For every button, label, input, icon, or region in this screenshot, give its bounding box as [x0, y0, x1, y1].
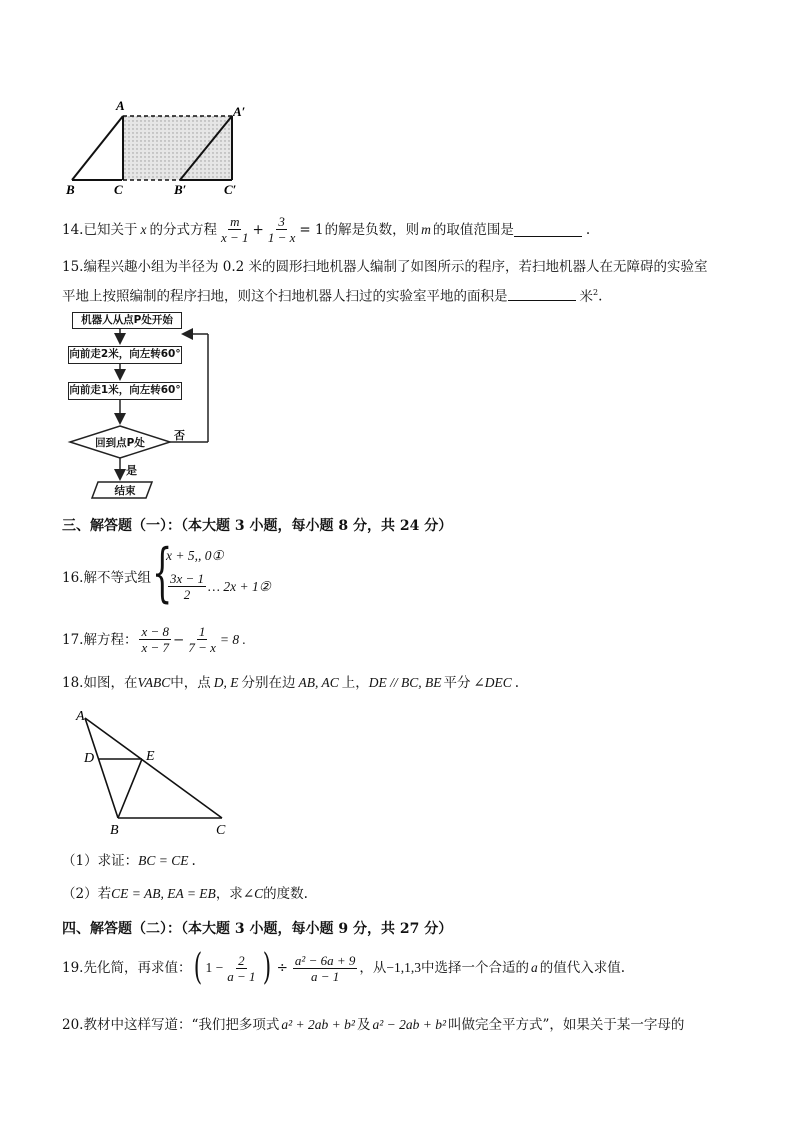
fraction-m-over-x-minus-1: $\frac{m}{x - 1}$ — [220, 214, 249, 245]
fraction-1-over-7-x: $\frac{1}{7 - x}$ — [188, 624, 216, 655]
flowchart-step-1: 向前走2米，向左转60° — [68, 346, 182, 364]
answer-blank-14[interactable] — [514, 222, 582, 237]
fig-label-B: B — [110, 823, 119, 838]
question-18-part-2: （2）若CE = AB, EA = EB，求∠C的度数. — [62, 886, 308, 902]
shaded-region — [124, 116, 232, 180]
flowchart-end: 结束 — [114, 485, 136, 497]
fraction-a2-6a-9-over-a-1: $\frac{\text{a² − 6a + 9}}{a - 1}$ — [294, 952, 356, 984]
question-14: 14.已知关于 x 的分式方程 $\frac{m}{x - 1}$ + $\frac{3}{1 - x}$ = 1 的解是负数，则 m 的取值范围是 . — [62, 214, 591, 245]
system-brace: { — [152, 536, 173, 610]
answer-blank-15[interactable] — [508, 286, 576, 301]
label-B-prime: B′ — [174, 182, 187, 197]
section-4-heading: 四、解答题（二）：（本大题 3 小题，每小题 9 分，共 27 分） — [62, 921, 453, 937]
question-19: 19.先化简，再求值： ( 1 − $\frac{2}{a - 1}$ ) ÷ $\frac{\text{a² − 6a + 9}}{a - 1}$ ，从 −1,1,3 中选择一个合适的 a 的值代入求值. — [62, 947, 626, 988]
translation-figure — [60, 96, 250, 200]
flowchart-yes-label: 是 — [126, 464, 137, 477]
fraction-3-over-1-minus-x: $\frac{3}{1 - x}$ — [267, 214, 296, 245]
flowchart-connectors — [60, 308, 220, 504]
question-20: 20.教材中这样写道：“我们把多项式 a² + 2ab + b² 及 a² − 2ab + b² 叫做完全平方式”，如果关于某一字母的 — [62, 1017, 685, 1033]
label-C: C — [114, 182, 123, 197]
flowchart-start: 机器人从点P处开始 — [72, 312, 182, 329]
fig-label-E: E — [146, 749, 155, 764]
inequality-2: $\frac{3x - 1}{2}$ … 2x + 1② — [170, 571, 271, 602]
flowchart-decision: 回到点P处 — [95, 437, 145, 449]
fraction-x-8-over-x-7: $\frac{x - 8}{x - 7}$ — [141, 624, 170, 655]
right-paren: ) — [262, 947, 271, 988]
left-paren: ( — [194, 947, 203, 988]
question-17: 17.解方程： $\frac{x - 8}{x - 7}$ − $\frac{1}{7 - x}$ = 8 . — [62, 624, 246, 655]
flowchart — [60, 308, 220, 504]
fig-label-C: C — [216, 823, 226, 838]
fraction-2-over-a-1: $\frac{2}{a - 1}$ — [227, 952, 256, 984]
fig-label-A: A — [76, 709, 85, 724]
label-A-prime: A′ — [233, 104, 246, 119]
triangle-figure — [70, 706, 240, 840]
label-B: B — [66, 182, 75, 197]
question-18-part-1: （1）求证：BC = CE . — [62, 853, 196, 869]
label-C-prime: C′ — [224, 182, 237, 197]
question-15-line2: 平地上按照编制的程序扫地，则这个扫地机器人扫过的实验室平地的面积是 米$^2$. — [62, 284, 602, 306]
section-3-heading: 三、解答题（一）：（本大题 3 小题，每小题 8 分，共 24 分） — [62, 518, 453, 534]
label-A: A — [116, 98, 125, 113]
fig-label-D: D — [84, 751, 95, 766]
question-15-line1: 15.编程兴趣小组为半径为 0.2 米的圆形扫地机器人编制了如图所示的程序，若扫地机器人在无障碍的实验室 — [62, 259, 708, 275]
flowchart-step-2: 向前走1米，向左转60° — [68, 382, 182, 400]
question-18: 18.如图，在VABC中，点 D, E 分别在边 AB, AC 上，DE // BC, BE 平分 ∠DEC . — [62, 675, 520, 691]
inequality-1: x + 5,, 0① — [166, 548, 224, 563]
flowchart-no-label: 否 — [174, 429, 185, 442]
